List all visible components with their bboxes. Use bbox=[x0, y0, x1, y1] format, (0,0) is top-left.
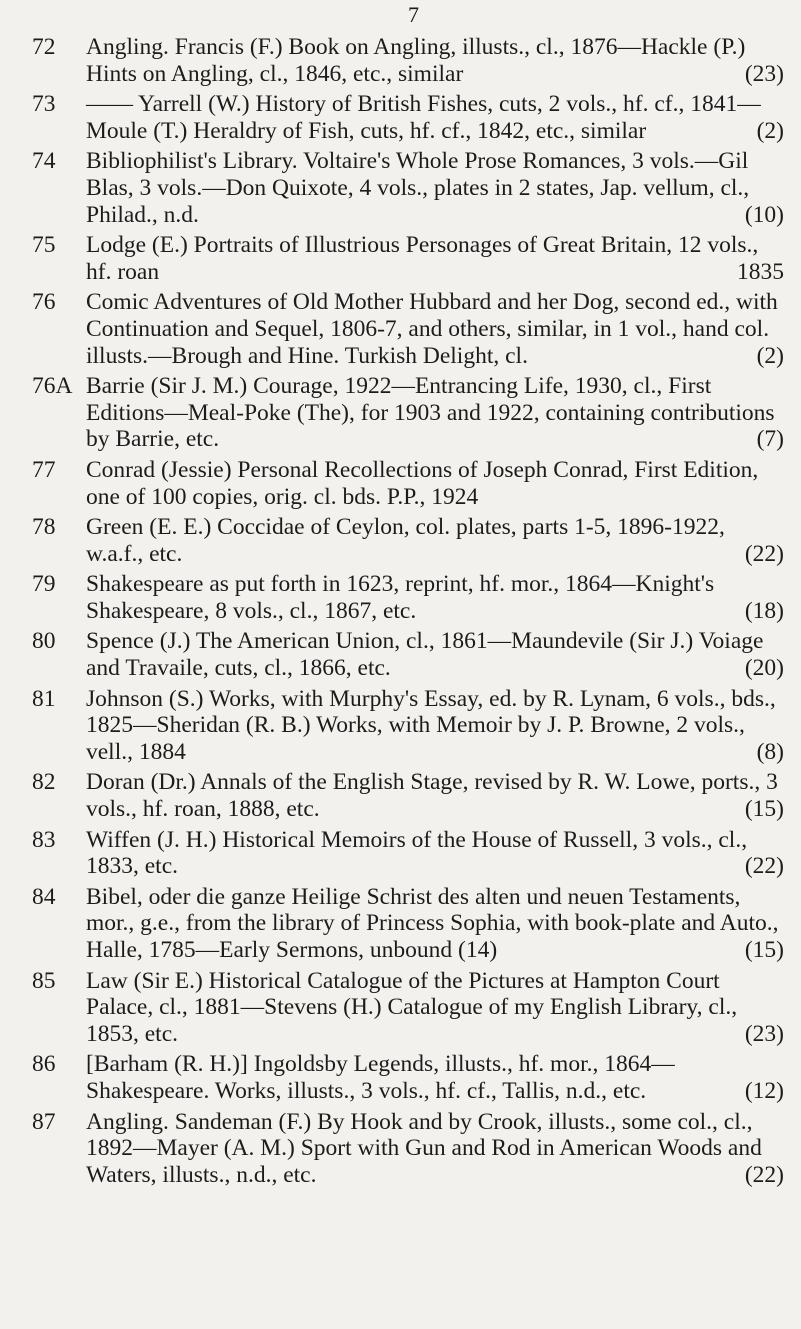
lot-number: 77 bbox=[32, 456, 56, 483]
lot-description: Shakespeare as put forth in 1623, reprint, hf. mor., 1864—Knight's Shakespeare, 8 vols., cl., 1867, etc. bbox=[86, 571, 715, 624]
lot-description: Law (Sir E.) Historical Catalogue of the Pictures at Hampton Court Palace, cl., 1881—Stevens (H.) Catalogue of my English Library, cl., 1853, etc. bbox=[86, 967, 738, 1047]
lot-number: 72 bbox=[32, 34, 56, 60]
lot-description: Doran (Dr.) Annals of the English Stage, revised by R. W. Lowe, ports., 3 vols., hf. roan, 1888, etc. bbox=[86, 769, 778, 823]
lot-number: 76A bbox=[32, 373, 73, 400]
catalogue-lot bbox=[32, 91, 784, 144]
catalogue-lot bbox=[32, 686, 784, 766]
lot-number: 78 bbox=[32, 514, 56, 541]
catalogue-lot bbox=[32, 373, 784, 453]
lot-price: (22) bbox=[744, 853, 784, 880]
lot-price: (7) bbox=[756, 426, 784, 453]
lot-number: 73 bbox=[32, 91, 56, 118]
catalogue-lot bbox=[32, 769, 784, 822]
lot-number: 86 bbox=[32, 1051, 56, 1078]
lot-price: (22) bbox=[744, 540, 784, 567]
lot-description: Angling. Francis (F.) Book on Angling, illusts., cl., 1876—Hackle (P.) Hints on Angling, cl., 1846, etc., similar bbox=[86, 34, 746, 87]
catalogue-lot bbox=[32, 514, 784, 567]
lot-description: Barrie (Sir J. M.) Courage, 1922—Entrancing Life, 1930, cl., First Editions—Meal-Poke (The), for 1903 and 1922, containing contributions by Barrie, etc. bbox=[86, 373, 775, 453]
lot-price: (2) bbox=[756, 117, 784, 144]
catalogue-lot bbox=[32, 571, 784, 624]
lot-price: 1835 bbox=[737, 258, 784, 285]
lot-price: (2) bbox=[756, 342, 784, 369]
lot-description: —— Yarrell (W.) History of British Fishes, cuts, 2 vols., hf. cf., 1841—Moule (T.) Heraldry of Fish, cuts, hf. cf., 1842, etc., similar bbox=[86, 91, 761, 144]
catalogue-lot bbox=[32, 457, 784, 510]
lot-description: [Barham (R. H.)] Ingoldsby Legends, illusts., hf. mor., 1864—Shakespeare. Works, illusts., 3 vols., hf. cf., Tallis, n.d., etc. bbox=[86, 1051, 675, 1104]
catalogue-lot bbox=[32, 628, 784, 681]
catalogue-lot bbox=[32, 148, 784, 228]
lot-number: 82 bbox=[32, 769, 56, 796]
lot-number: 83 bbox=[32, 826, 56, 853]
lot-number: 84 bbox=[32, 883, 56, 910]
lot-number: 80 bbox=[32, 628, 56, 655]
catalogue-lot bbox=[32, 34, 784, 87]
lot-description: Bibel, oder die ganze Heilige Schrist des alten und neuen Testaments, mor., g.e., from the library of Princess Sophia, with book-plate and Auto., Halle, 1785—Early Sermons, unbound (14) bbox=[86, 883, 779, 963]
lot-price: (10) bbox=[744, 201, 784, 228]
catalogue-lot bbox=[32, 232, 784, 285]
lot-number: 74 bbox=[32, 148, 56, 175]
lot-number: 87 bbox=[32, 1108, 56, 1135]
catalogue-lot bbox=[32, 827, 784, 880]
page-number: 7 bbox=[408, 2, 419, 27]
lot-number: 79 bbox=[32, 571, 56, 598]
lot-number: 76 bbox=[32, 289, 56, 316]
catalogue-lot bbox=[32, 884, 784, 964]
lot-price: (22) bbox=[744, 1161, 784, 1188]
catalogue-lot bbox=[32, 1109, 784, 1189]
catalogue-list bbox=[32, 34, 784, 1192]
lot-price: (20) bbox=[744, 655, 784, 682]
lot-description: Wiffen (J. H.) Historical Memoirs of the House of Russell, 3 vols., cl., 1833, etc. bbox=[86, 826, 748, 880]
lot-number: 81 bbox=[32, 685, 56, 712]
lot-price: (18) bbox=[744, 597, 784, 624]
catalogue-lot bbox=[32, 289, 784, 369]
lot-price: (8) bbox=[756, 738, 784, 765]
lot-description: Comic Adventures of Old Mother Hubbard and her Dog, second ed., with Continuation and Sequel, 1806-7, and others, similar, in 1 vol., hand col. illusts.—Brough and Hine. Turkish Delight, cl. bbox=[86, 289, 778, 369]
lot-number: 75 bbox=[32, 232, 56, 259]
lot-description: Bibliophilist's Library. Voltaire's Whole Prose Romances, 3 vols.—Gil Blas, 3 vols.—Don Quixote, 4 vols., plates in 2 states, Jap. vellum, cl., Philad., n.d. bbox=[86, 148, 750, 228]
lot-description: Conrad (Jessie) Personal Recollections of Joseph Conrad, First Edition, one of 100 copies, orig. cl. bds. P.P., 1924 bbox=[86, 456, 759, 510]
lot-description: Spence (J.) The American Union, cl., 1861—Maundevile (Sir J.) Voiage and Travaile, cuts, cl., 1866, etc. bbox=[86, 628, 764, 682]
catalogue-lot bbox=[32, 968, 784, 1048]
lot-number: 85 bbox=[32, 967, 56, 994]
lot-description: Lodge (E.) Portraits of Illustrious Personages of Great Britain, 12 vols., hf. roan bbox=[86, 232, 759, 285]
lot-description: Green (E. E.) Coccidae of Ceylon, col. plates, parts 1-5, 1896-1922, w.a.f., etc. bbox=[86, 514, 725, 567]
lot-price: (12) bbox=[744, 1077, 784, 1104]
lot-price: (23) bbox=[744, 60, 784, 87]
lot-description: Angling. Sandeman (F.) By Hook and by Crook, illusts., some col., cl., 1892—Mayer (A. M.) Sport with Gun and Rod in American Woods and Waters, illusts., n.d., etc. bbox=[86, 1108, 762, 1188]
lot-price: (15) bbox=[744, 796, 784, 823]
lot-price: (23) bbox=[744, 1020, 784, 1047]
lot-description: Johnson (S.) Works, with Murphy's Essay, ed. by R. Lynam, 6 vols., bds., 1825—Sheridan (R. B.) Works, with Memoir by J. P. Browne, 2 vols., vell., 1884 bbox=[86, 685, 776, 765]
catalogue-lot bbox=[32, 1051, 784, 1104]
lot-price: (15) bbox=[744, 937, 784, 963]
